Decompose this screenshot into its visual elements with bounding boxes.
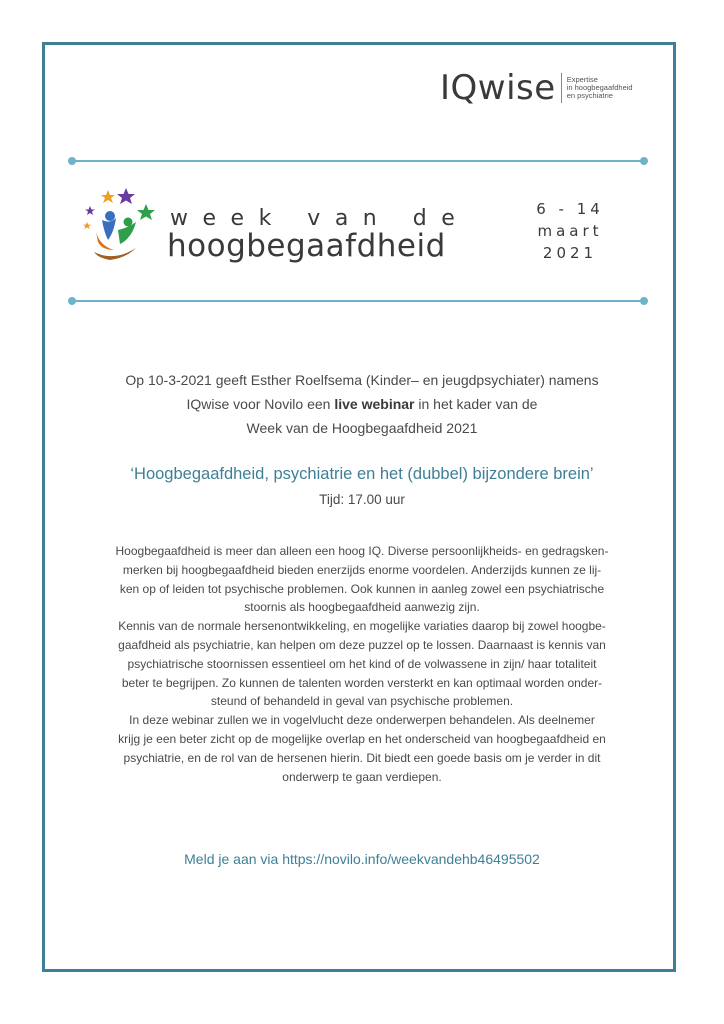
star-purple-icon: [117, 188, 135, 204]
tagline-line-2: in hoogbegaafdheid: [566, 83, 633, 92]
webinar-time: Tijd: 17.00 uur: [319, 492, 405, 507]
date-range: 6 - 14: [536, 200, 604, 218]
divider-bottom: [72, 300, 644, 302]
body-line: merken bij hoogbegaafdheid bieden enerzijds enorme voordelen. Anderzijds kunnen ze lij-: [122, 562, 602, 577]
figure-body-orange-icon: [96, 232, 114, 250]
webinar-title: ‘Hoogbegaafdheid, psychiatrie en het (dubbel) bijzondere brein’: [130, 465, 594, 483]
body-line: gaafdheid als psychiatrie, kan helpen om deze puzzel op te lossen. Daarnaast is kennis van: [118, 637, 606, 652]
description-body: [80, 542, 644, 786]
body-line: psychiatrische stoornissen essentieel om het kind of de volwassene in zijn/ haar totaliteit: [127, 656, 597, 671]
body-line: ken op of leiden tot psychische problemen. Ook kunnen in aanleg zowel een psychiatrische: [119, 581, 605, 596]
intro-line-1: Op 10-3-2021 geeft Esther Roelfsema (Kinder– en jeugdpsychiater) namens: [125, 372, 599, 388]
body-line: In deze webinar zullen we in vogelvlucht deze onderwerpen behandelen. Als deelnemer: [129, 713, 595, 728]
body-line: Kennis van de normale hersenontwikkeling, en mogelijke variaties daarop bij zowel hoogbe-: [118, 619, 606, 634]
star-orange-icon: [101, 190, 115, 203]
tagline-line-3: en psychiatrie: [566, 91, 613, 100]
intro-line-2: [80, 392, 644, 416]
body-line: onderwerp te gaan verdiepen.: [282, 769, 442, 784]
iqwise-tagline: [567, 76, 633, 100]
body-line: psychiatrie, en de rol van de hersenen hierin. Dit biedt een goede basis om je verder in dit: [123, 750, 601, 765]
base-brown-icon: [94, 248, 136, 260]
date-year: 2021: [542, 244, 598, 262]
figure-head-blue-icon: [105, 211, 115, 221]
event-logo-line-2: hoogbegaafdheid: [167, 228, 446, 264]
iqwise-wordmark: IQwise: [440, 68, 556, 108]
date-month: maart: [537, 222, 603, 240]
page-frame: [42, 42, 676, 972]
tagline-line-1: Expertise: [566, 75, 598, 84]
body-line: steund of behandeld in geval van psychische problemen.: [210, 694, 514, 709]
body-line: stoornis als hoogbegaafdheid aanwezig zijn.: [244, 600, 480, 615]
event-logo-line-1: week van de: [170, 206, 470, 231]
intro-line-2-post: in het kader van de: [414, 396, 538, 412]
star-small-purple-icon: [85, 206, 95, 215]
figure-head-green-icon: [124, 218, 133, 227]
intro-paragraph: [80, 368, 644, 440]
intro-line-2-bold: live webinar: [334, 396, 415, 412]
signup-link[interactable]: Meld je aan via https://novilo.info/weekvandehb46495502: [184, 851, 540, 867]
divider-top: [72, 160, 644, 162]
body-line: beter te begrijpen. Zo kunnen de talenten worden versterkt en kan optimaal worden onder-: [121, 675, 603, 690]
star-small-orange-icon: [83, 222, 91, 229]
intro-line-2-pre: IQwise voor Novilo een: [186, 396, 335, 412]
figure-body-blue-icon: [102, 218, 116, 240]
body-line: krijg je een beter zicht op de mogelijke overlap en het onderscheid van hoogbegaafdheid en: [118, 731, 606, 746]
intro-line-3: Week van de Hoogbegaafdheid 2021: [246, 420, 478, 436]
iqwise-logo: [440, 68, 633, 108]
stars-people-icon: [80, 186, 160, 266]
body-line: Hoogbegaafdheid is meer dan alleen een hoog IQ. Diverse persoonlijkheids- en gedragsken-: [115, 544, 609, 558]
logo-separator: [561, 73, 562, 103]
event-dates: [520, 198, 620, 264]
star-green-icon: [137, 204, 155, 220]
